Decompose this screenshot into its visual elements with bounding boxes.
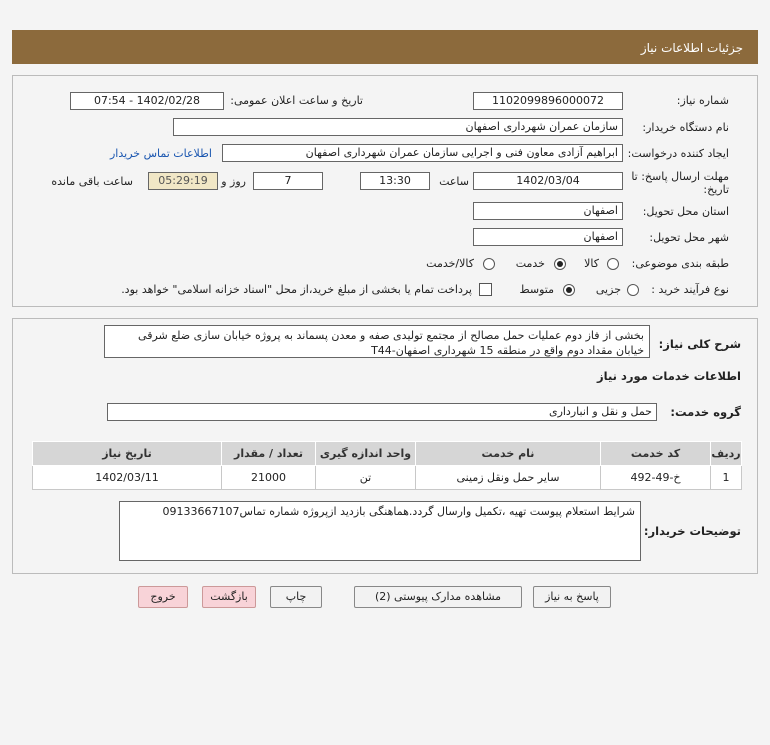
remaining-time-field: 05:29:19 (148, 172, 218, 190)
process-medium-radio[interactable] (563, 284, 575, 296)
page-title: جزئیات اطلاعات نیاز (640, 41, 743, 55)
cell-row: 1 (711, 466, 742, 490)
col-code-header: کد خدمت (601, 442, 711, 466)
page-header (12, 30, 758, 64)
buyer-org-label: نام دستگاه خریدار: (642, 121, 729, 134)
creator-label: ایجاد کننده درخواست: (627, 147, 729, 160)
col-name-header: نام خدمت (416, 442, 601, 466)
cell-name: سایر حمل ونقل زمینی (416, 466, 601, 490)
days-label: روز و (221, 175, 246, 188)
province-label: استان محل تحویل: (642, 205, 729, 218)
buyer-org-field[interactable]: سازمان عمران شهرداری اصفهان (173, 118, 623, 136)
services-table (32, 441, 742, 490)
deadline-date-field[interactable]: 1402/03/04 (473, 172, 623, 190)
exit-button[interactable]: خروج (138, 586, 188, 608)
cell-qty: 21000 (222, 466, 316, 490)
col-row-header: ردیف (711, 442, 742, 466)
table-row[interactable] (33, 466, 742, 490)
table-header-row (33, 442, 742, 466)
service-group-label: گروه خدمت: (670, 405, 741, 419)
category-service-label: خدمت (515, 257, 545, 270)
process-medium-label: متوسط (519, 283, 554, 296)
process-minor-radio[interactable] (627, 284, 639, 296)
province-field[interactable]: اصفهان (473, 202, 623, 220)
buyer-notes-label: توضیحات خریدار: (643, 524, 741, 538)
category-goods-service-radio[interactable] (483, 258, 495, 270)
city-field[interactable]: اصفهان (473, 228, 623, 246)
summary-label: شرح کلی نیاز: (658, 337, 741, 351)
view-attachments-button[interactable]: مشاهده مدارک پیوستی (2) (354, 586, 522, 608)
category-goods-service-label: کالا/خدمت (426, 257, 474, 270)
deadline-label: مهلت ارسال پاسخ: تا (631, 170, 729, 183)
need-number-field[interactable]: 1102099896000072 (473, 92, 623, 110)
days-field[interactable]: 7 (253, 172, 323, 190)
buyer-notes-field[interactable]: شرایط استعلام پیوست تهیه ،تکمیل وارسال گردد.هماهنگی بازدید ازپروژه شماره تماس09133667107 (119, 501, 641, 561)
summary-field[interactable]: بخشی از فاز دوم عملیات حمل مصالح از مجتمع تولیدی صفه و معدن پسماند به پروژه خیابان سازی ضلع شرقی خیابان مقداد دوم واقع در منطقه 15 شهرداری اصفهان-T44 (104, 325, 650, 358)
treasury-payment-checkbox[interactable] (479, 283, 492, 296)
back-button[interactable]: بازگشت (202, 586, 256, 608)
process-minor-label: جزیی (595, 283, 621, 296)
need-info-panel (12, 75, 758, 307)
col-unit-header: واحد اندازه گیری (316, 442, 416, 466)
category-goods-label: کالا (584, 257, 599, 270)
creator-field[interactable]: ابراهیم آزادی معاون فنی و اجرایی سازمان عمران شهرداری اصفهان (222, 144, 623, 162)
deadline-time-field[interactable]: 13:30 (360, 172, 430, 190)
col-date-header: تاریخ نیاز (33, 442, 222, 466)
category-label: طبقه بندی موضوعی: (631, 257, 729, 270)
need-details-panel (12, 318, 758, 574)
remaining-label: ساعت باقی مانده (51, 175, 133, 188)
city-label: شهر محل تحویل: (649, 231, 729, 244)
service-group-field[interactable]: حمل و نقل و انبارداری (107, 403, 657, 421)
deadline-time-label: ساعت (439, 175, 469, 188)
buyer-contact-link[interactable]: اطلاعات تماس خریدار (110, 147, 212, 160)
cell-date: 1402/03/11 (33, 466, 222, 490)
category-service-radio[interactable] (554, 258, 566, 270)
treasury-payment-note: پرداخت تمام یا بخشی از مبلغ خرید،از محل "اسناد خزانه اسلامی" خواهد بود. (121, 283, 472, 296)
deadline-date-label: تاریخ: (703, 183, 729, 196)
announce-field[interactable]: 1402/02/28 - 07:54 (70, 92, 224, 110)
services-section-title: اطلاعات خدمات مورد نیاز (597, 369, 741, 383)
cell-unit: تن (316, 466, 416, 490)
cell-code: خ-49-492 (601, 466, 711, 490)
category-goods-radio[interactable] (607, 258, 619, 270)
announce-label: تاریخ و ساعت اعلان عمومی: (230, 94, 363, 107)
print-button[interactable]: چاپ (270, 586, 322, 608)
col-qty-header: تعداد / مقدار (222, 442, 316, 466)
reply-button[interactable]: پاسخ به نیاز (533, 586, 611, 608)
process-label: نوع فرآیند خرید : (651, 283, 729, 296)
need-number-label: شماره نیاز: (676, 94, 729, 107)
